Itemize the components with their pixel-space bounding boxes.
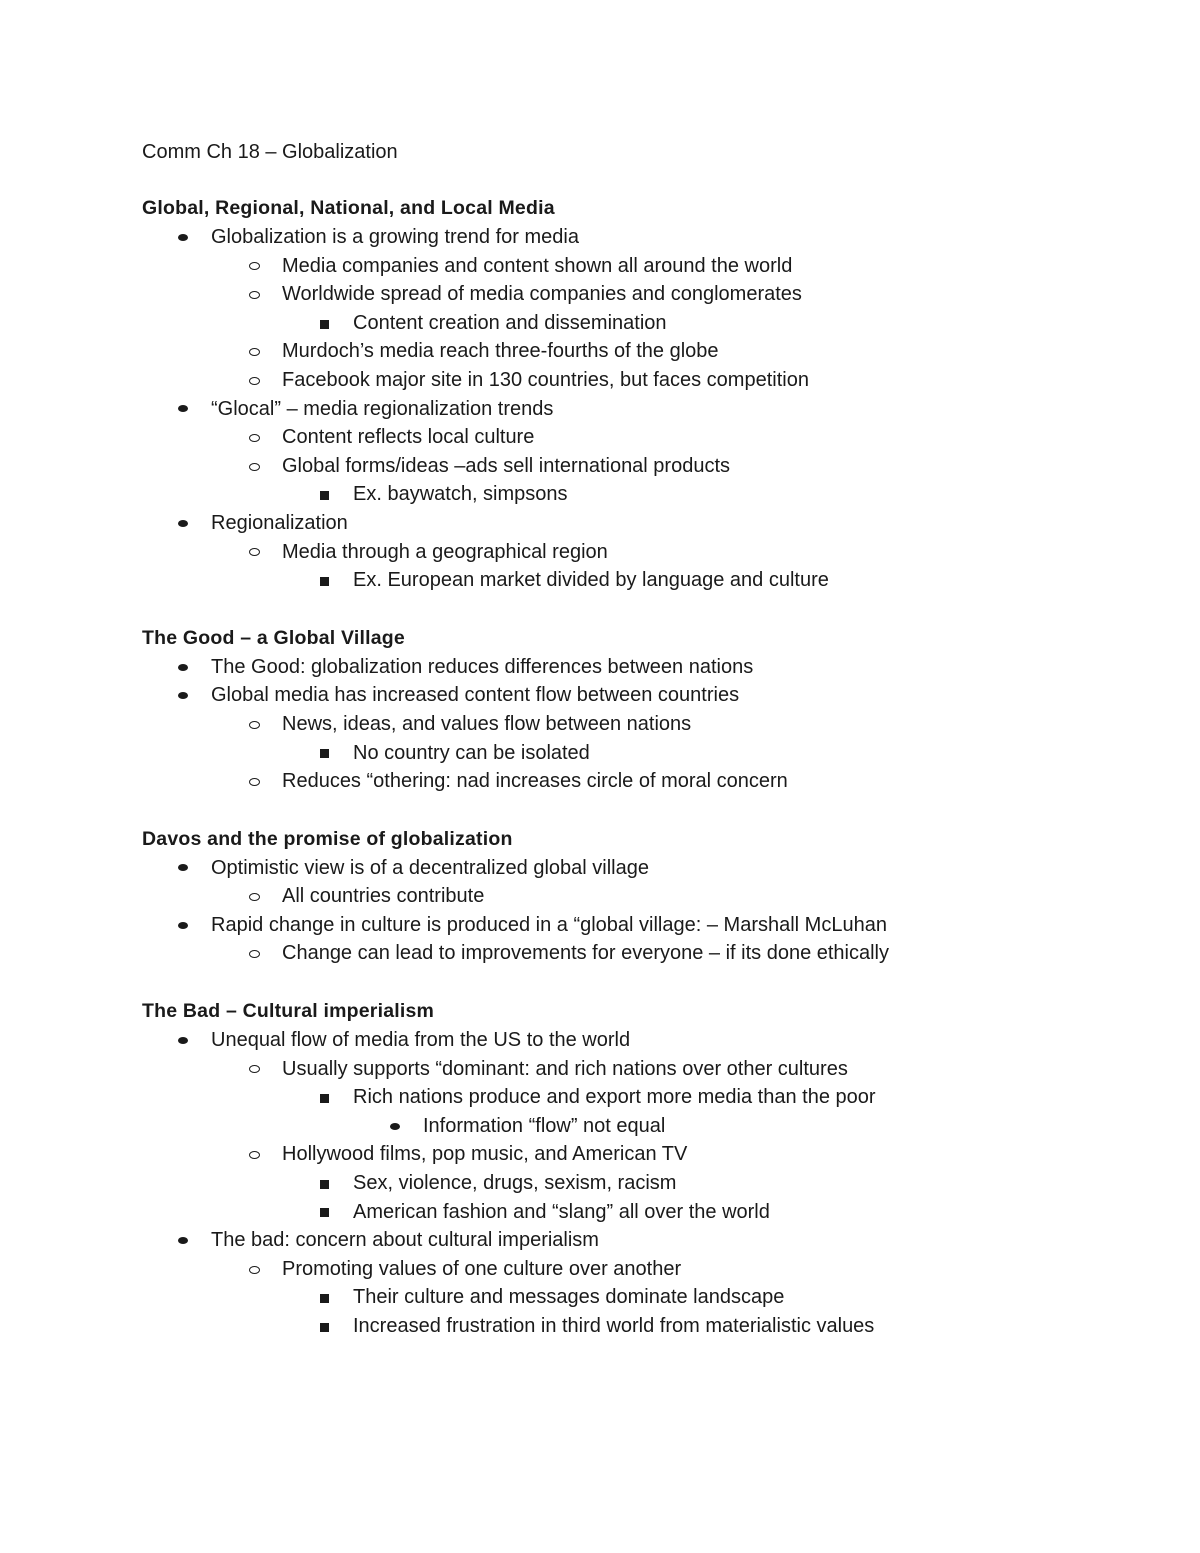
list-item-text: Their culture and messages dominate landscape bbox=[353, 1286, 785, 1309]
section bbox=[142, 997, 1142, 1341]
list-item-text: American fashion and “slang” all over the world bbox=[353, 1200, 770, 1223]
section bbox=[142, 624, 1142, 796]
list-item bbox=[142, 452, 1142, 481]
list-item-text: Global media has increased content flow between countries bbox=[211, 684, 740, 707]
list-item-text: Ex. European market divided by language and culture bbox=[353, 569, 829, 592]
bullet-list bbox=[142, 1026, 1142, 1341]
list-item-text: Ex. baywatch, simpsons bbox=[353, 483, 568, 506]
bullet-disc-icon bbox=[178, 1026, 188, 1055]
bullet-list bbox=[142, 653, 1142, 796]
list-item bbox=[142, 566, 1142, 595]
bullet-disc-icon bbox=[178, 395, 188, 424]
list-item-text: Promoting values of one culture over another bbox=[282, 1257, 682, 1280]
section-heading: Davos and the promise of globalization bbox=[142, 827, 513, 850]
list-item-text: Murdoch’s media reach three-fourths of the globe bbox=[282, 340, 719, 363]
bullet-circle-icon bbox=[249, 882, 260, 911]
list-item bbox=[142, 337, 1142, 366]
list-item bbox=[142, 1026, 1142, 1055]
bullet-square-icon bbox=[320, 1312, 329, 1341]
bullet-square-icon bbox=[320, 480, 329, 509]
list-item-text: “Glocal” – media regionalization trends bbox=[211, 397, 554, 420]
bullet-square-icon bbox=[320, 566, 329, 595]
list-item-text: Hollywood films, pop music, and American TV bbox=[282, 1143, 688, 1166]
list-item bbox=[142, 509, 1142, 538]
list-item bbox=[142, 538, 1142, 567]
bullet-circle-icon bbox=[249, 452, 260, 481]
list-item bbox=[142, 911, 1142, 940]
list-item-text: Global forms/ideas –ads sell international products bbox=[282, 454, 731, 477]
section-heading: The Bad – Cultural imperialism bbox=[142, 1000, 435, 1023]
list-item-text: All countries contribute bbox=[282, 885, 485, 908]
bullet-circle-icon bbox=[249, 1055, 260, 1084]
bullet-disc-icon bbox=[178, 1226, 188, 1255]
list-item bbox=[142, 223, 1142, 252]
list-item bbox=[142, 1083, 1142, 1112]
list-item bbox=[142, 280, 1142, 309]
bullet-circle-icon bbox=[249, 767, 260, 796]
bullet-square-icon bbox=[320, 1198, 329, 1227]
section-heading: The Good – a Global Village bbox=[142, 626, 405, 649]
list-item-text: Globalization is a growing trend for media bbox=[211, 226, 579, 248]
list-item bbox=[142, 739, 1142, 768]
list-item bbox=[142, 480, 1142, 509]
bullet-circle-icon bbox=[249, 710, 260, 739]
list-item-text: Content reflects local culture bbox=[282, 426, 535, 449]
list-item bbox=[142, 854, 1142, 883]
bullet-disc-icon bbox=[178, 509, 188, 538]
bullet-disc-icon bbox=[390, 1112, 400, 1141]
list-item bbox=[142, 939, 1142, 968]
list-item bbox=[142, 1169, 1142, 1198]
list-item-text: The Good: globalization reduces differences between nations bbox=[211, 655, 754, 678]
list-item-text: Regionalization bbox=[211, 511, 348, 534]
list-item-text: Information “flow” not equal bbox=[423, 1114, 666, 1137]
bullet-circle-icon bbox=[249, 939, 260, 968]
bullet-circle-icon bbox=[249, 337, 260, 366]
list-item-text: Rich nations produce and export more media than the poor bbox=[353, 1086, 876, 1109]
bullet-disc-icon bbox=[178, 653, 188, 682]
bullet-square-icon bbox=[320, 1083, 329, 1112]
list-item bbox=[142, 1255, 1142, 1284]
bullet-circle-icon bbox=[249, 538, 260, 567]
document-page bbox=[142, 138, 1142, 1370]
list-item-text: Change can lead to improvements for everyone – if its done ethically bbox=[282, 942, 890, 965]
section bbox=[142, 825, 1142, 968]
list-item-text: Worldwide spread of media companies and conglomerates bbox=[282, 283, 802, 306]
list-item bbox=[142, 1283, 1142, 1312]
list-item-text: Content creation and dissemination bbox=[353, 311, 667, 334]
bullet-list bbox=[142, 223, 1142, 595]
bullet-circle-icon bbox=[249, 280, 260, 309]
list-item bbox=[142, 767, 1142, 796]
list-item bbox=[142, 366, 1142, 395]
list-item bbox=[142, 395, 1142, 424]
list-item-text: Increased frustration in third world from materialistic values bbox=[353, 1315, 875, 1337]
list-item bbox=[142, 1226, 1142, 1255]
bullet-circle-icon bbox=[249, 366, 260, 395]
bullet-square-icon bbox=[320, 309, 329, 338]
list-item-text: Rapid change in culture is produced in a “global village: – Marshall McLuhan bbox=[211, 913, 887, 936]
bullet-circle-icon bbox=[249, 1255, 260, 1284]
list-item-text: Sex, violence, drugs, sexism, racism bbox=[353, 1172, 677, 1195]
bullet-square-icon bbox=[320, 1283, 329, 1312]
list-item bbox=[142, 710, 1142, 739]
list-item-text: The bad: concern about cultural imperialism bbox=[211, 1229, 599, 1252]
section bbox=[142, 194, 1142, 595]
bullet-disc-icon bbox=[178, 911, 188, 940]
bullet-disc-icon bbox=[178, 681, 188, 710]
list-item-text: Media companies and content shown all around the world bbox=[282, 254, 793, 277]
document-body bbox=[142, 194, 1142, 1341]
bullet-disc-icon bbox=[178, 854, 188, 883]
list-item-text: Unequal flow of media from the US to the world bbox=[211, 1029, 631, 1052]
bullet-circle-icon bbox=[249, 1140, 260, 1169]
list-item-text: Media through a geographical region bbox=[282, 540, 608, 563]
list-item bbox=[142, 653, 1142, 682]
list-item bbox=[142, 252, 1142, 281]
list-item-text: News, ideas, and values flow between nations bbox=[282, 712, 692, 735]
section-heading: Global, Regional, National, and Local Media bbox=[142, 197, 555, 219]
list-item bbox=[142, 1112, 1142, 1141]
list-item bbox=[142, 309, 1142, 338]
list-item-text: Facebook major site in 130 countries, but faces competition bbox=[282, 368, 809, 391]
list-item-text: Reduces “othering: nad increases circle of moral concern bbox=[282, 770, 788, 793]
bullet-square-icon bbox=[320, 1169, 329, 1198]
list-item bbox=[142, 1140, 1142, 1169]
list-item bbox=[142, 882, 1142, 911]
list-item bbox=[142, 1198, 1142, 1227]
bullet-circle-icon bbox=[249, 252, 260, 281]
list-item-text: Usually supports “dominant: and rich nations over other cultures bbox=[282, 1057, 848, 1080]
list-item-text: No country can be isolated bbox=[353, 741, 590, 764]
list-item bbox=[142, 1055, 1142, 1084]
list-item bbox=[142, 1312, 1142, 1341]
bullet-disc-icon bbox=[178, 223, 188, 252]
list-item-text: Optimistic view is of a decentralized global village bbox=[211, 856, 649, 879]
list-item bbox=[142, 423, 1142, 452]
bullet-circle-icon bbox=[249, 423, 260, 452]
bullet-list bbox=[142, 854, 1142, 968]
document-title: Comm Ch 18 – Globalization bbox=[142, 141, 398, 163]
bullet-square-icon bbox=[320, 739, 329, 768]
list-item bbox=[142, 681, 1142, 710]
